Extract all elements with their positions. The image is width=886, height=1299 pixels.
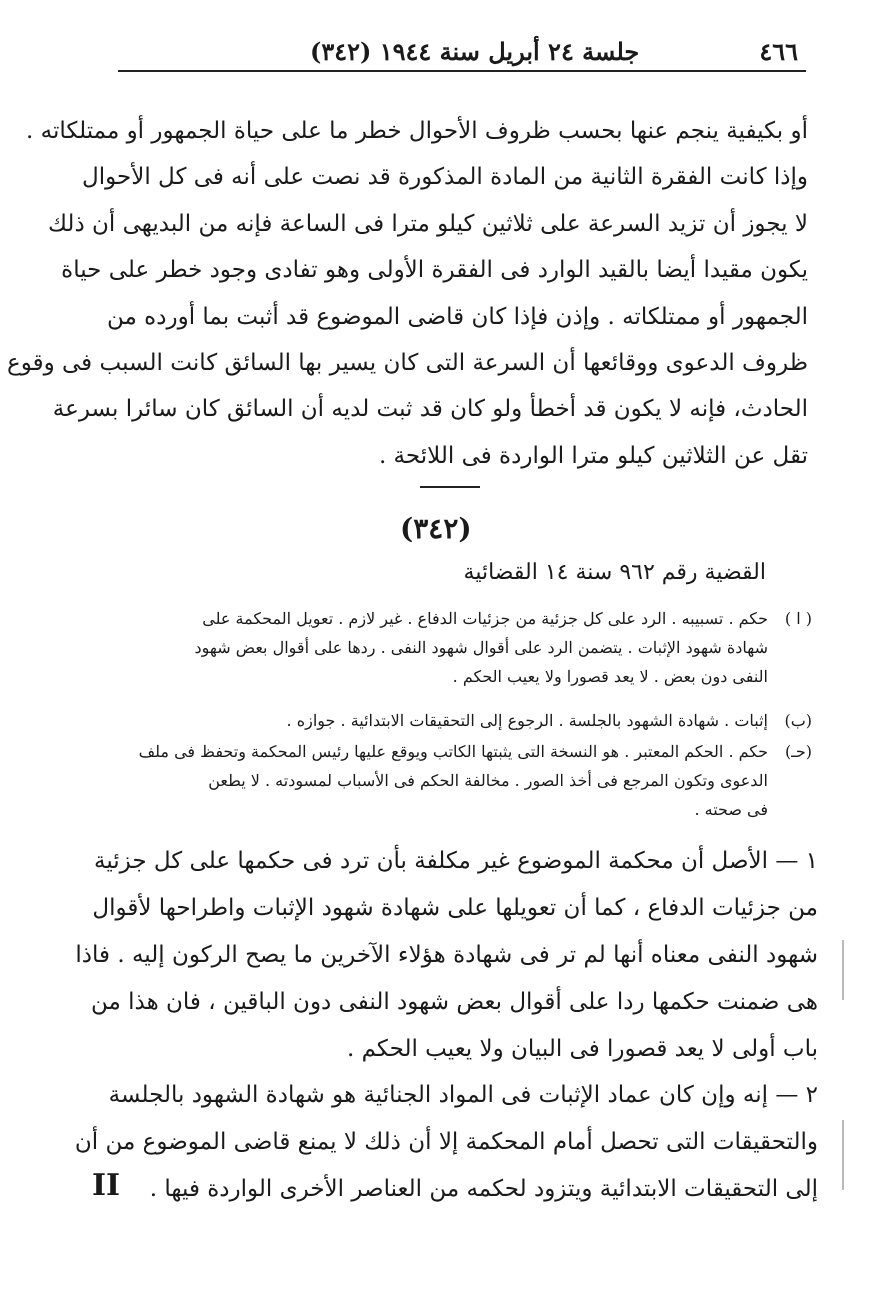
- text-line: الجمهور أو ممتلكاته . وإذن فإذا كان قاضى الموضوع قد أثبت بما أورده من: [107, 303, 808, 330]
- running-header-title: جلسة ٢٤ أبريل سنة ١٩٤٤ (٣٤٢): [310, 37, 640, 66]
- summary-item-c: [128, 737, 812, 824]
- case-reference: القضية رقم ٩٦٢ سنة ١٤ القضائية: [463, 560, 766, 585]
- text-line: باب أولى لا يعد قصورا فى البيان ولا يعيب الحكم .: [346, 1036, 818, 1062]
- text-line: والتحقيقات التى تحصل أمام المحكمة إلا أن ذلك لا يمنع قاضى الموضوع من أن: [74, 1129, 818, 1155]
- text-line: يكون مقيدا أيضا بالقيد الوارد فى الفقرة الأولى وهو تفادى وجود خطر على حياة: [61, 257, 808, 284]
- summary-label: (حـ): [784, 742, 812, 761]
- text-line: شهود النفى معناه أنها لم تر فى شهادة هؤلاء الآخرين ما يصح الركون إليه . فاذا: [75, 942, 818, 968]
- text-line: لا يجوز أن تزيد السرعة على ثلاثين كيلو مترا فى الساعة فإنه من البديهى أن ذلك: [48, 210, 808, 237]
- summary-line: حكم . الحكم المعتبر . هو النسخة التى يثبتها الكاتب ويوقع عليها رئيس المحكمة وتحفظ فى ملف: [138, 742, 768, 761]
- page-marker: II: [92, 1168, 121, 1203]
- summary-label: (ب): [784, 711, 812, 730]
- text-line: أو بكيفية ينجم عنها بحسب ظروف الأحوال خطر ما على حياة الجمهور أو ممتلكاته .: [26, 118, 808, 144]
- summary-label: ( ا ): [784, 609, 812, 628]
- text-line: إلى التحقيقات الابتدائية ويتزود لحكمه من العناصر الأخرى الواردة فيها .: [149, 1176, 818, 1202]
- intro-paragraph: [6, 108, 808, 479]
- text-line: من جزئيات الدفاع ، كما أن تعويلها على شهادة شهود الإثبات واطراحها لأقوال: [92, 895, 818, 921]
- summary-line: حكم . تسبيبه . الرد على كل جزئية من جزئيات الدفاع . غير لازم . تعويل المحكمة على: [202, 609, 768, 628]
- summary-line: إثبات . شهادة الشهود بالجلسة . الرجوع إلى التحقيقات الابتدائية . جوازه .: [286, 711, 768, 730]
- scan-edge-mark: [842, 940, 844, 1000]
- text-line: ١ — الأصل أن محكمة الموضوع غير مكلفة بأن ترد فى حكمها على كل جزئية: [93, 848, 818, 874]
- section-divider: [420, 486, 480, 488]
- text-line: ٢ — إنه وإن كان عماد الإثبات فى المواد الجنائية هو شهادة الشهود بالجلسة: [108, 1082, 818, 1108]
- text-line: الحادث، فإنه لا يكون قد أخطأ ولو كان قد ثبت لديه أن السائق كان سائرا بسرعة: [52, 396, 808, 423]
- summary-line: فى صحته .: [694, 800, 768, 819]
- case-number: (٣٤٢): [400, 512, 472, 545]
- header-rule: [118, 70, 806, 72]
- summary-item-a: [128, 604, 812, 691]
- text-line: تقل عن الثلاثين كيلو مترا الواردة فى اللائحة .: [378, 442, 808, 469]
- page-number: ٤٦٦: [759, 37, 798, 66]
- text-line: ظروف الدعوى ووقائعها أن السرعة التى كان يسير بها السائق كانت السبب فى وقوع: [6, 349, 808, 376]
- summary-item-b: [128, 706, 812, 735]
- text-line: وإذا كانت الفقرة الثانية من المادة المذكورة قد نصت على أنه فى كل الأحوال: [82, 164, 808, 191]
- ruling-paragraph-1: [75, 838, 818, 1073]
- summary-line: النفى دون بعض . لا يعد قصورا ولا يعيب الحكم .: [452, 667, 768, 686]
- text-line: هى ضمنت حكمها ردا على أقوال بعض شهود النفى دون الباقين ، فان هذا من: [90, 989, 818, 1015]
- summary-line: الدعوى وتكون المرجع فى أخذ الصور . مخالفة الحكم فى الأسباب لمسودته . لا يطعن: [208, 771, 768, 790]
- summary-line: شهادة شهود الإثبات . يتضمن الرد على أقوال شهود النفى . ردها على أقوال بعض شهود: [194, 638, 768, 657]
- scan-edge-mark: [842, 1120, 844, 1190]
